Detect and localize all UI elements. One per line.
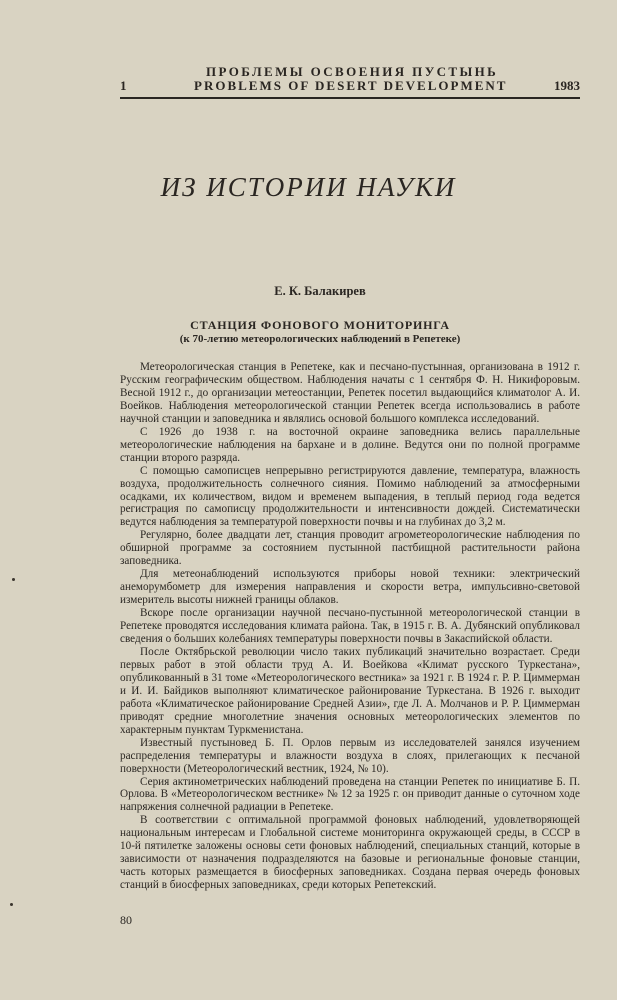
- paragraph: Серия актинометрических наблюдений проведена на станции Репетек по инициативе Б. П. Орлова. В «Метеорологическом вестнике» № 12 за 1925 г. он приводит данные о суточном ходе напряжения солнечной радиации в Репетеке.: [120, 775, 580, 814]
- paragraph: Вскоре после организации научной песчано-пустынной метеорологической станции в Репетеке проводятся исследования климата района. Так, в 1915 г. В. А. Дубянский опубликовал сведения о больших колебаниях температуры поверхности почвы в Закаспийской области.: [120, 607, 580, 646]
- paragraph: Метеорологическая станция в Репетеке, как и песчано-пустынная, организована в 1912 г. Русским географическим обществом. Наблюдения начаты с 1 сентября Ф. Н. Никифоровым. Весной 1912 г., до организации метеостанции, Репетек посетил выдающийся климатолог А. И. Воейков. Наблюдения метеорологической станции Репетек всегда использовались в работе научной станции и заповедника и являлись основой большого комплекса исследований.: [120, 361, 580, 425]
- paragraph: После Октябрьской революции число таких публикаций значительно возрастает. Среди первых работ в этой области труд А. И. Воейкова «Климат русского Туркестана», опубликованный в 31 томе «Метеорологического вестника» за 1921 г. В 1924 г. Р. Р. Циммерман и И. И. Байдиков выполняют климатическое районирование Туркестана. В 1926 г. выходит работа «Климатическое районирование Средней Азии», где Л. А. Молчанов и Р. Р. Циммерман приводят средние многолетние значения основных метеорологических элементов по характерным пунктам Туркменистана.: [120, 645, 580, 736]
- paper-speck: [12, 578, 15, 581]
- article-title: СТАНЦИЯ ФОНОВОГО МОНИТОРИНГА: [190, 318, 450, 332]
- journal-title-en: PROBLEMS OF DESERT DEVELOPMENT: [194, 78, 508, 93]
- section-title: ИЗ ИСТОРИИ НАУКИ: [160, 172, 457, 202]
- paragraph: Для метеонаблюдений используются приборы новой техники: электрический анеморумбометр для измерения направления и скорости ветра, импульсивно-световой измеритель высоты нижней границы облаков.: [120, 568, 580, 607]
- paragraph: С помощью самописцев непрерывно регистрируются давление, температура, влажность воздуха, продолжительность солнечного сияния. Помимо наблюдений за атмосферными осадками, их количеством, видом и временем выпадения, в теплый период года ведется регистрация по самописцу продолжительности и интенсивности дождей. Систематически ведутся наблюдения за температурой поверхности почвы и на глубинах до 3,2 м.: [120, 464, 580, 529]
- paragraph: Известный пустыновед Б. П. Орлов первым из исследователей занялся изучением распределения температуры и влажности воздуха в слоях, прилегающих к песчаной поверхности (Метеорологический вестник, 1924, № 10).: [120, 736, 580, 775]
- article-author: Е. К. Балакирев: [274, 284, 366, 298]
- issue-number: 1: [120, 78, 127, 93]
- paragraph: В соответствии с оптимальной программой фоновых наблюдений, удовлетворяющей национальным интересам и Глобальной системе мониторинга окружающей среды, в СССР в 10-й пятилетке заложены основы сети фоновых наблюдений, специальных станций, которые в зависимости от назначения подразделяются на базовые и региональные фоновые станции, часть которых размещается в биосферных заповедниках. Создана первая очередь фоновых станций в биосферных заповедниках, среди которых Репетекский.: [120, 814, 580, 892]
- journal-title-ru: ПРОБЛЕМЫ ОСВОЕНИЯ ПУСТЫНЬ: [206, 64, 499, 79]
- issue-year: 1983: [554, 78, 580, 93]
- article-body: [120, 361, 580, 892]
- paper-speck: [10, 903, 13, 906]
- paragraph: Регулярно, более двадцати лет, станция проводит агрометеорологические наблюдения по обширной программе за состоянием пустынной пастбищной растительности района заповедника.: [120, 529, 580, 568]
- article-subtitle: (к 70-летию метеорологических наблюдений в Репетеке): [179, 333, 461, 345]
- page-number: 80: [120, 913, 132, 927]
- paragraph: С 1926 до 1938 г. на восточной окраине заповедника велись параллельные метеорологические наблюдения на бархане и в долине. Ведутся они по полной программе станции второго разряда.: [120, 425, 580, 464]
- header-rule: [120, 97, 580, 99]
